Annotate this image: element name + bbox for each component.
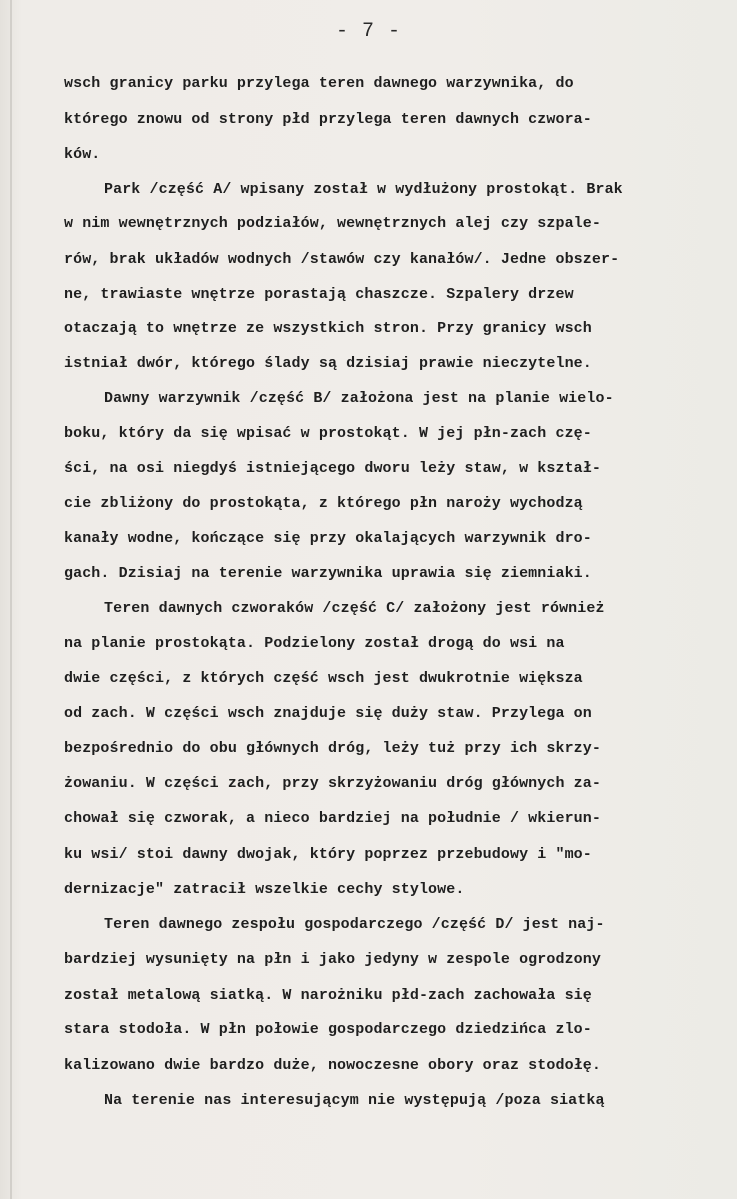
text-line: Park /część A/ wpisany został w wydłużony prostokąt. Brak <box>104 181 623 198</box>
text-line: Teren dawnego zespołu gospodarczego /część D/ jest naj- <box>104 916 605 933</box>
text-line: ków. <box>64 146 101 163</box>
text-line: ku wsi/ stoi dawny dwojak, który poprzez przebudowy i "mo- <box>64 846 592 863</box>
text-line: kanały wodne, kończące się przy okalających warzywnik dro- <box>64 530 592 547</box>
text-line: istniał dwór, którego ślady są dzisiaj prawie nieczytelne. <box>64 355 592 372</box>
text-line: ne, trawiaste wnętrze porastają chaszcze. Szpalery drzew <box>64 286 574 303</box>
text-line: cie zbliżony do prostokąta, z którego płn naroży wychodzą <box>64 495 583 512</box>
text-line: w nim wewnętrznych podziałów, wewnętrznych alej czy szpale- <box>64 215 601 232</box>
page-number: - 7 - <box>335 20 401 43</box>
text-line: Teren dawnych czworaków /część C/ założony jest również <box>104 600 605 617</box>
text-line: rów, brak układów wodnych /stawów czy kanałów/. Jedne obszer- <box>64 251 620 268</box>
text-line: kalizowano dwie bardzo duże, nowoczesne obory oraz stodołę. <box>64 1057 601 1074</box>
text-line: gach. Dzisiaj na terenie warzywnika uprawia się ziemniaki. <box>64 565 592 582</box>
text-line: chował się czworak, a nieco bardziej na południe / wkierun- <box>64 810 601 827</box>
text-line: na planie prostokąta. Podzielony został drogą do wsi na <box>64 635 565 652</box>
text-line: którego znowu od strony płd przylega teren dawnych czwora- <box>64 111 592 128</box>
text-line: dernizacje" zatracił wszelkie cechy stylowe. <box>64 881 465 898</box>
text-line: Na terenie nas interesującym nie występują /poza siatką <box>104 1092 605 1109</box>
text-line: bezpośrednio do obu głównych dróg, leży tuż przy ich skrzy- <box>64 740 601 757</box>
text-line: ści, na osi niegdyś istniejącego dworu leży staw, w kształ- <box>64 460 601 477</box>
text-line: dwie części, z których część wsch jest dwukrotnie większa <box>64 670 583 687</box>
text-line: bardziej wysunięty na płn i jako jedyny w zespole ogrodzony <box>64 951 601 968</box>
text-line: żowaniu. W części zach, przy skrzyżowaniu dróg głównych za- <box>64 775 601 792</box>
text-line: wsch granicy parku przylega teren dawnego warzywnika, do <box>64 75 574 92</box>
text-line: od zach. W części wsch znajduje się duży staw. Przylega on <box>64 705 592 722</box>
text-line: Dawny warzywnik /część B/ założona jest na planie wielo- <box>104 390 614 407</box>
text-line: został metalową siatką. W narożniku płd-zach zachowała się <box>64 987 592 1004</box>
text-line: boku, który da się wpisać w prostokąt. W jej płn-zach czę- <box>64 425 592 442</box>
text-line: otaczają to wnętrze ze wszystkich stron. Przy granicy wsch <box>64 320 592 337</box>
text-line: stara stodoła. W płn połowie gospodarczego dziedzińca zlo- <box>64 1021 592 1038</box>
